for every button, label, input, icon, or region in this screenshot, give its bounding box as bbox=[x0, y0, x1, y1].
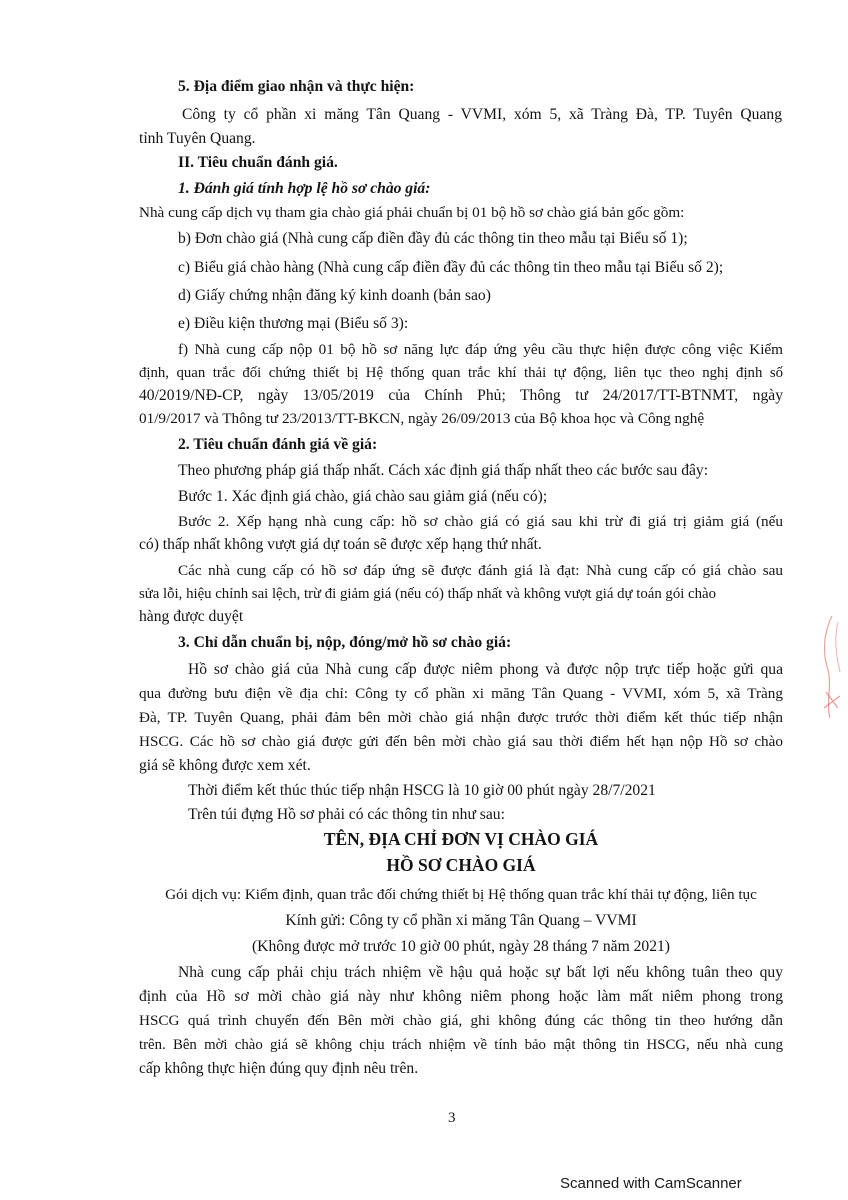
text-line: Bước 1. Xác định giá chào, giá chào sau giảm giá (nếu có); bbox=[178, 488, 548, 505]
envelope-title-unit: TÊN, ĐỊA CHỈ ĐƠN VỊ CHÀO GIÁ bbox=[323, 829, 599, 849]
text-line: d) Giấy chứng nhận đăng ký kinh doanh (bản sao) bbox=[178, 287, 491, 304]
text-line: Trên túi đựng Hồ sơ phải có các thông tin như sau: bbox=[188, 806, 505, 823]
text-line: e) Điều kiện thương mại (Biểu số 3): bbox=[178, 315, 409, 332]
text-line: Đà, TP. Tuyên Quang, phải đảm bên mời chào giá nhận được trước thời điểm kết thúc tiếp nhận bbox=[139, 709, 783, 726]
text-line: HSCG quá trình chuyển đến Bên mời chào giá, ghi không đúng các thông tin theo hướng dẫn bbox=[139, 1012, 783, 1029]
heading-validity: 1. Đánh giá tính hợp lệ hồ sơ chào giá: bbox=[178, 180, 431, 197]
text-line: giá sẽ không được xem xét. bbox=[139, 757, 311, 774]
text-line: định, quan trắc đối chứng thiết bị Hệ thống quan trắc khí thải tự động, liên tục theo nghị định số bbox=[139, 365, 783, 381]
envelope-title-dossier: HỒ SƠ CHÀO GIÁ bbox=[386, 855, 536, 875]
text-line: Nhà cung cấp dịch vụ tham gia chào giá phải chuẩn bị 01 bộ hồ sơ chào giá bản gốc gồm: bbox=[139, 204, 685, 221]
text-line: qua đường bưu điện về địa chỉ: Công ty cổ phần xi măng Tân Quang - VVMI, xóm 5, xã Tràng bbox=[139, 685, 783, 702]
text-line: cấp không thực hiện đúng quy định nêu trên. bbox=[139, 1060, 419, 1077]
text-line: c) Biểu giá chào hàng (Nhà cung cấp điền đầy đủ các thông tin theo mẫu tại Biểu số 2); bbox=[178, 259, 724, 276]
envelope-recipient-line: Kính gửi: Công ty cổ phần xi măng Tân Quang – VVMI bbox=[285, 912, 637, 929]
text-line: Nhà cung cấp phải chịu trách nhiệm về hậu quả hoặc sự bất lợi nếu không tuân theo quy bbox=[178, 964, 783, 981]
heading-location: 5. Địa điểm giao nhận và thực hiện: bbox=[178, 78, 415, 95]
text-line: 01/9/2017 và Thông tư 23/2013/TT-BKCN, ngày 26/09/2013 của Bộ khoa học và Công nghệ bbox=[139, 410, 705, 427]
heading-price-criteria: 2. Tiêu chuẩn đánh giá về giá: bbox=[178, 436, 378, 453]
text-line: b) Đơn chào giá (Nhà cung cấp điền đầy đủ các thông tin theo mẫu tại Biểu số 1); bbox=[178, 230, 688, 247]
page-number: 3 bbox=[448, 1110, 456, 1126]
scanner-watermark: Scanned with CamScanner bbox=[560, 1175, 742, 1192]
text-line: sửa lỗi, hiệu chỉnh sai lệch, trừ đi giảm giá (nếu có) thấp nhất và không vượt giá dự toán gói chào bbox=[139, 586, 716, 602]
text-line: hàng được duyệt bbox=[139, 608, 244, 625]
text-line: Các nhà cung cấp có hồ sơ đáp ứng sẽ được đánh giá là đạt: Nhà cung cấp có giá chào sau bbox=[178, 562, 783, 579]
deadline-line: Thời điểm kết thúc thúc tiếp nhận HSCG là 10 giờ 00 phút ngày 28/7/2021 bbox=[188, 782, 656, 799]
heading-submission-guide: 3. Chỉ dẫn chuẩn bị, nộp, đóng/mở hồ sơ chào giá: bbox=[178, 634, 512, 651]
envelope-service-line: Gói dịch vụ: Kiểm định, quan trắc đối chứng thiết bị Hệ thống quan trắc khí thải tự động, liên tục bbox=[165, 886, 757, 903]
text-line: Hồ sơ chào giá của Nhà cung cấp được niêm phong và được nộp trực tiếp hoặc gửi qua bbox=[188, 661, 783, 678]
text-line: f) Nhà cung cấp nộp 01 bộ hồ sơ năng lực đáp ứng yêu cầu thực hiện được công việc Kiểm bbox=[178, 341, 783, 358]
stamp-fragment-icon bbox=[818, 612, 846, 722]
text-line: HSCG. Các hồ sơ chào giá được gửi đến bên mời chào giá sau thời điểm hết hạn nộp Hồ sơ chào bbox=[139, 733, 783, 750]
text-line: Công ty cổ phần xi măng Tân Quang - VVMI, xóm 5, xã Tràng Đà, TP. Tuyên Quang bbox=[182, 106, 782, 123]
text-line: Bước 2. Xếp hạng nhà cung cấp: hồ sơ chào giá có giá sau khi trừ đi giá trị giảm giá (nếu bbox=[178, 513, 783, 530]
envelope-open-time-line: (Không được mở trước 10 giờ 00 phút, ngày 28 tháng 7 năm 2021) bbox=[251, 938, 671, 955]
text-line: Theo phương pháp giá thấp nhất. Cách xác định giá thấp nhất theo các bước sau đây: bbox=[178, 462, 709, 479]
text-line: định của Hồ sơ mời chào giá này như không niêm phong hoặc làm mất niêm phong trong bbox=[139, 988, 783, 1005]
text-line: 40/2019/NĐ-CP, ngày 13/05/2019 của Chính Phủ; Thông tư 24/2017/TT-BTNMT, ngày bbox=[139, 387, 783, 404]
heading-evaluation-criteria: II. Tiêu chuẩn đánh giá. bbox=[178, 154, 338, 171]
text-line: trên. Bên mời chào giá sẽ không chịu trách nhiệm về tính bảo mật thông tin HSCG, nếu nhà cung bbox=[139, 1037, 783, 1053]
text-line: tỉnh Tuyên Quang. bbox=[139, 130, 256, 147]
text-line: có) thấp nhất không vượt giá dự toán sẽ được xếp hạng thứ nhất. bbox=[139, 536, 542, 553]
